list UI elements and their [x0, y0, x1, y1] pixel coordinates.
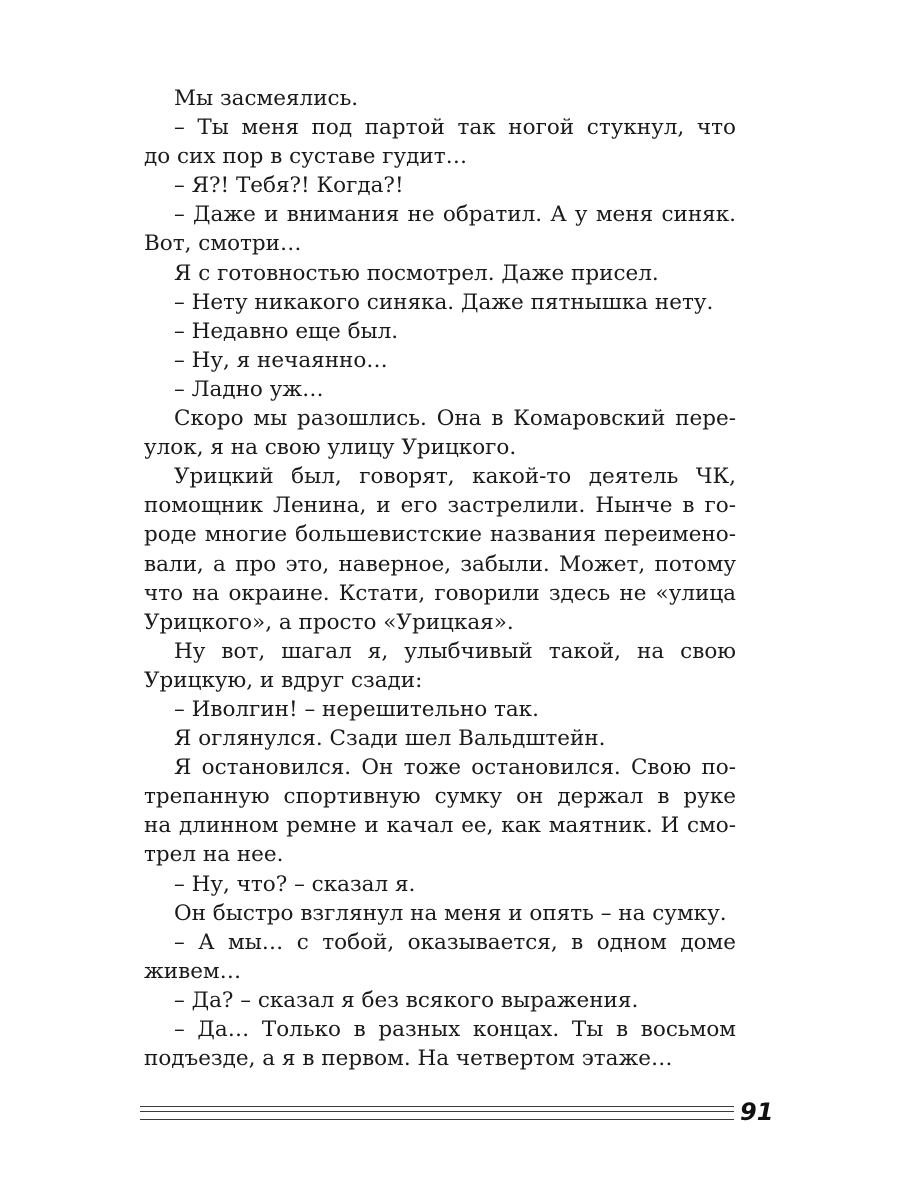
text-line: – Да? – сказал я без всякого выражения.	[174, 987, 639, 1013]
text-line: Урицкий был, говорят, какой-то деятель ЧК,	[174, 464, 736, 490]
paragraph	[144, 637, 736, 695]
text-line: вали, а про это, наверное, забыли. Может, потому	[144, 551, 736, 577]
text-line: – Ну, я нечаянно…	[174, 347, 388, 373]
paragraph	[144, 753, 736, 869]
text-line: на длинном ремне и качал ее, как маятник. И смо-	[144, 813, 736, 839]
text-line: подъезде, а я в первом. На четвертом этаже…	[144, 1046, 673, 1072]
paragraph	[144, 462, 736, 637]
text-line: Вот, смотри…	[144, 231, 302, 257]
text-line: улок, я на свою улицу Урицкого.	[144, 435, 517, 461]
text-line: – Даже и внимания не обратил. А у меня синяк.	[174, 202, 736, 228]
text-line: Я с готовностью посмотрел. Даже присел.	[174, 260, 659, 286]
paragraph	[144, 695, 736, 724]
text-line: до сих пор в суставе гудит…	[144, 144, 468, 170]
text-line: – А мы… с тобой, оказывается, в одном доме	[174, 929, 736, 955]
text-line: живем…	[144, 958, 242, 984]
text-line: Урицкую, и вдруг сзади:	[144, 667, 423, 693]
text-line: Ну вот, шагал я, улыбчивый такой, на свою	[174, 638, 736, 664]
text-line: – Нету никакого синяка. Даже пятнышка нету.	[174, 289, 714, 315]
paragraph	[144, 928, 736, 986]
paragraph	[144, 870, 736, 899]
text-line: – Иволгин! – нерешительно так.	[174, 696, 539, 722]
paragraph	[144, 724, 736, 753]
body-text	[144, 84, 736, 1073]
text-line: Мы засмеялись.	[174, 86, 359, 111]
paragraph	[144, 288, 736, 317]
text-line: что на окраине. Кстати, говорили здесь не «улица	[144, 580, 736, 606]
text-line: Он быстро взглянул на меня и опять – на сумку.	[174, 900, 727, 926]
paragraph	[144, 317, 736, 346]
text-line: Я оглянулся. Сзади шел Вальдштейн.	[174, 726, 606, 752]
paragraph	[144, 84, 736, 113]
text-line: Скоро мы разошлись. Она в Комаровский пере-	[174, 406, 736, 432]
text-line: роде многие большевистские названия переимено-	[144, 522, 736, 548]
paragraph	[144, 200, 736, 258]
paragraph	[144, 986, 736, 1015]
paragraph	[144, 375, 736, 404]
text-line: – Ты меня под партой так ногой стукнул, что	[174, 115, 736, 141]
text-line: помощник Ленина, и его застрелили. Нынче в го-	[144, 493, 736, 519]
text-line: – Ладно уж…	[174, 376, 324, 402]
paragraph	[144, 404, 736, 462]
text-line: трел на нее.	[144, 842, 284, 868]
paragraph	[144, 113, 736, 171]
paragraph	[144, 259, 736, 288]
page-number: 91	[740, 1098, 774, 1126]
paragraph	[144, 899, 736, 928]
paragraph	[144, 171, 736, 200]
text-line: Урицкого», а просто «Урицкая».	[144, 609, 514, 635]
paragraph	[144, 1015, 736, 1073]
text-line: – Да… Только в разных концах. Ты в восьмом	[174, 1017, 736, 1042]
footer-rule	[140, 1106, 734, 1120]
text-line: – Ну, что? – сказал я.	[174, 871, 416, 897]
text-line: – Я?! Тебя?! Когда?!	[174, 173, 404, 199]
text-line: Я остановился. Он тоже остановился. Свою по-	[174, 755, 736, 781]
paragraph	[144, 346, 736, 375]
text-line: трепанную спортивную сумку он держал в руке	[144, 784, 736, 810]
text-line: – Недавно еще был.	[174, 318, 399, 344]
